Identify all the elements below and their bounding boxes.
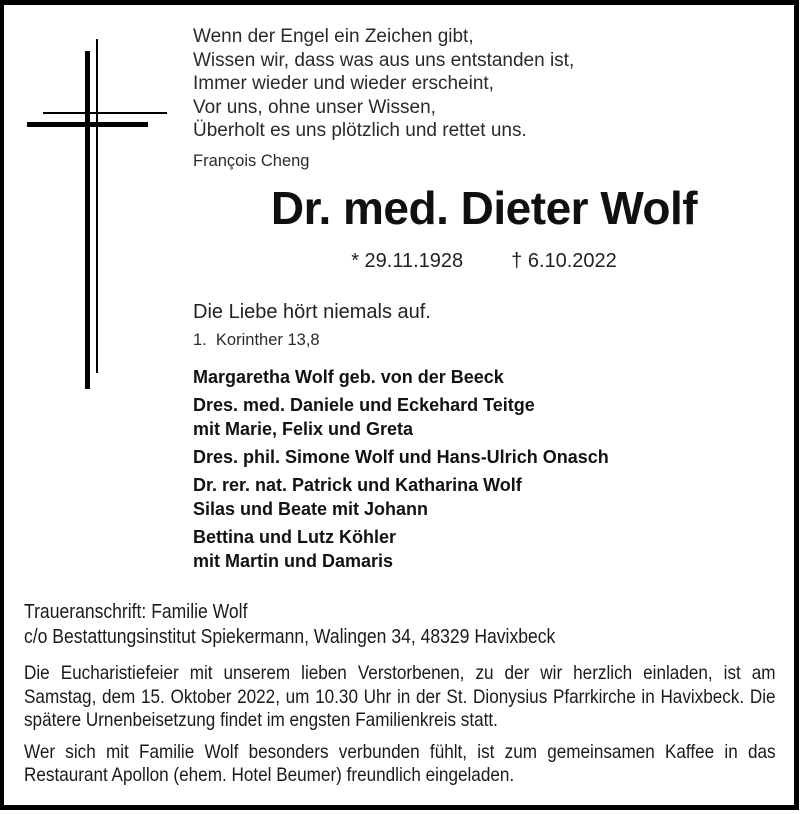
mourner-line: Dr. rer. nat. Patrick und Katharina Wolf <box>193 475 522 495</box>
mourner-line: Silas und Beate mit Johann <box>193 499 429 519</box>
deceased-name: Dr. med. Dieter Wolf <box>270 182 698 234</box>
scripture <box>193 300 431 352</box>
birth-date: * 29.11.1928 <box>351 250 464 272</box>
poem-line: Wenn der Engel ein Zeichen gibt, <box>193 26 474 47</box>
poem-line: Überholt es uns plötzlich und rettet uns. <box>193 120 527 141</box>
poem-author: François Cheng <box>193 151 310 170</box>
mourner-group <box>193 525 609 573</box>
death-date: † 6.10.2022 <box>511 250 617 272</box>
mourner-line: Dres. med. Daniele und Eckehard Teitge <box>193 395 535 415</box>
mourning-address-line: Traueranschrift: Familie Wolf <box>24 601 248 623</box>
mourner-group <box>193 393 609 441</box>
mourner-group <box>193 445 609 469</box>
mourner-line: mit Martin und Damaris <box>193 551 394 571</box>
service-info: Die Eucharistiefeier mit unserem lieben Verstorbenen, zu der wir herzlich einladen, ist am Samstag, dem 15. Oktober 2022, um 10.30 Uhr in der St. Dionysius Pfarrkirche in Havixbeck. Die spätere Urnenbeisetzung findet im engsten Familienkreis statt. <box>24 662 776 731</box>
cross-thick-vertical-line <box>85 51 90 389</box>
poem-line: Immer wieder und wieder erscheint, <box>193 73 494 94</box>
cross-thin-horizontal-line <box>43 112 167 114</box>
cross-thick-horizontal-line <box>27 122 148 127</box>
mourning-address-line: c/o Bestattungsinstitut Spiekermann, Walingen 34, 48329 Havixbeck <box>24 626 556 648</box>
mourner-group <box>193 473 609 521</box>
poem <box>193 25 574 173</box>
scripture-source: 1. Korinther 13,8 <box>193 331 320 349</box>
poem-line: Vor uns, ohne unser Wissen, <box>193 96 436 118</box>
mourners-list <box>193 365 609 577</box>
life-dates <box>193 249 775 273</box>
mourner-line: Bettina und Lutz Köhler <box>193 527 396 547</box>
mourner-line: mit Marie, Felix und Greta <box>193 419 414 439</box>
mourner-line: Margaretha Wolf geb. von der Beeck <box>193 367 504 387</box>
coffee-invitation: Wer sich mit Familie Wolf besonders verbunden fühlt, ist zum gemeinsamen Kaffee in das Restaurant Apollon (ehem. Hotel Beumer) freundlich eingeladen. <box>24 740 776 786</box>
cross-thin-vertical-line <box>96 39 98 373</box>
poem-line: Wissen wir, dass was aus uns entstanden ist, <box>193 49 575 71</box>
scripture-quote: Die Liebe hört niemals auf. <box>193 301 431 323</box>
mourner-group <box>193 365 609 389</box>
mourning-address <box>24 600 776 650</box>
mourner-line: Dres. phil. Simone Wolf und Hans-Ulrich Onasch <box>193 447 609 467</box>
notice-footer <box>24 600 776 788</box>
